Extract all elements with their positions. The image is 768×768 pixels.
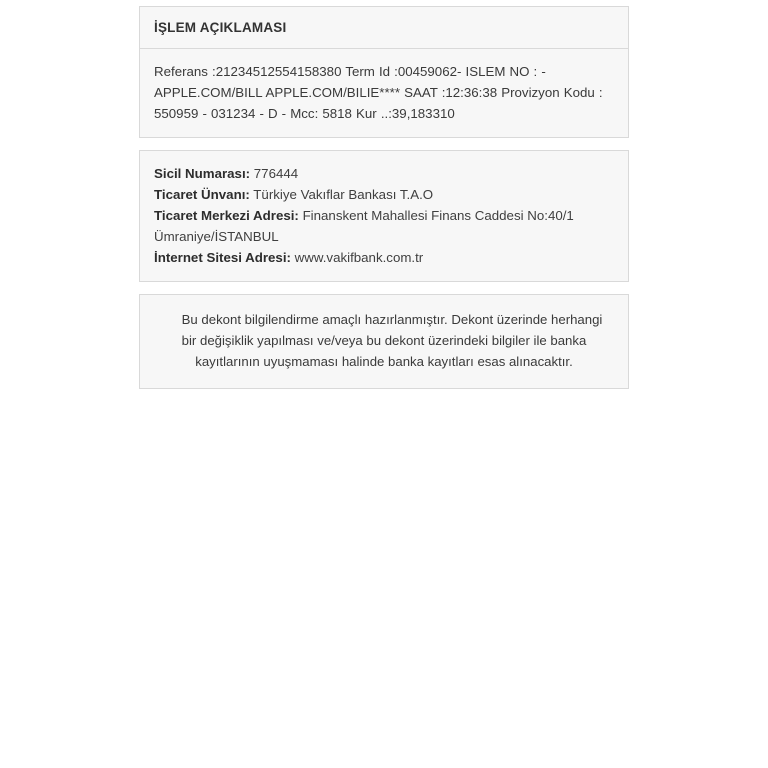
trade-title-value: Türkiye Vakıflar Bankası T.A.O [253,187,434,202]
list-item [154,184,614,205]
trade-title-label: Ticaret Ünvanı: [154,187,250,202]
disclaimer-text: Bu dekont bilgilendirme amaçlı hazırlanmıştır. Dekont üzerinde herhangi bir değişiklik yapılması ve/veya bu dekont üzerindeki bilgiler ile banka kayıtlarının uyuşmaması halinde banka kayıtları esas alınacaktır. [181,312,603,369]
website-value: www.vakifbank.com.tr [294,250,424,265]
list-item [154,205,614,247]
merchant-info-card [139,150,629,282]
registry-number-label: Sicil Numarası: [154,166,251,181]
website-label: İnternet Sitesi Adresi: [154,250,291,265]
disclaimer-card [139,294,629,389]
transaction-description-card [139,6,629,138]
list-item [154,163,614,184]
registry-number-value: 776444 [253,166,299,181]
trade-center-address-label: Ticaret Merkezi Adresi: [154,208,299,223]
list-item [154,247,614,268]
page-title: İŞLEM AÇIKLAMASI [154,20,287,35]
merchant-info-body [140,151,628,281]
transaction-description-header [140,7,628,49]
trade-center-address-value: Finanskent Mahallesi Finans Caddesi No:40/1 Ümraniye/İSTANBUL [154,208,574,244]
receipt-container [139,6,629,389]
transaction-description-text: Referans :21234512554158380 Term Id :00459062- ISLEM NO : - APPLE.COM/BILL APPLE.COM/BILIE**** SAAT :12:36:38 Provizyon Kodu : 550959 - 031234 - D - Mcc: 5818 Kur ..:39,183310 [154,64,603,121]
transaction-description-body [140,49,628,137]
